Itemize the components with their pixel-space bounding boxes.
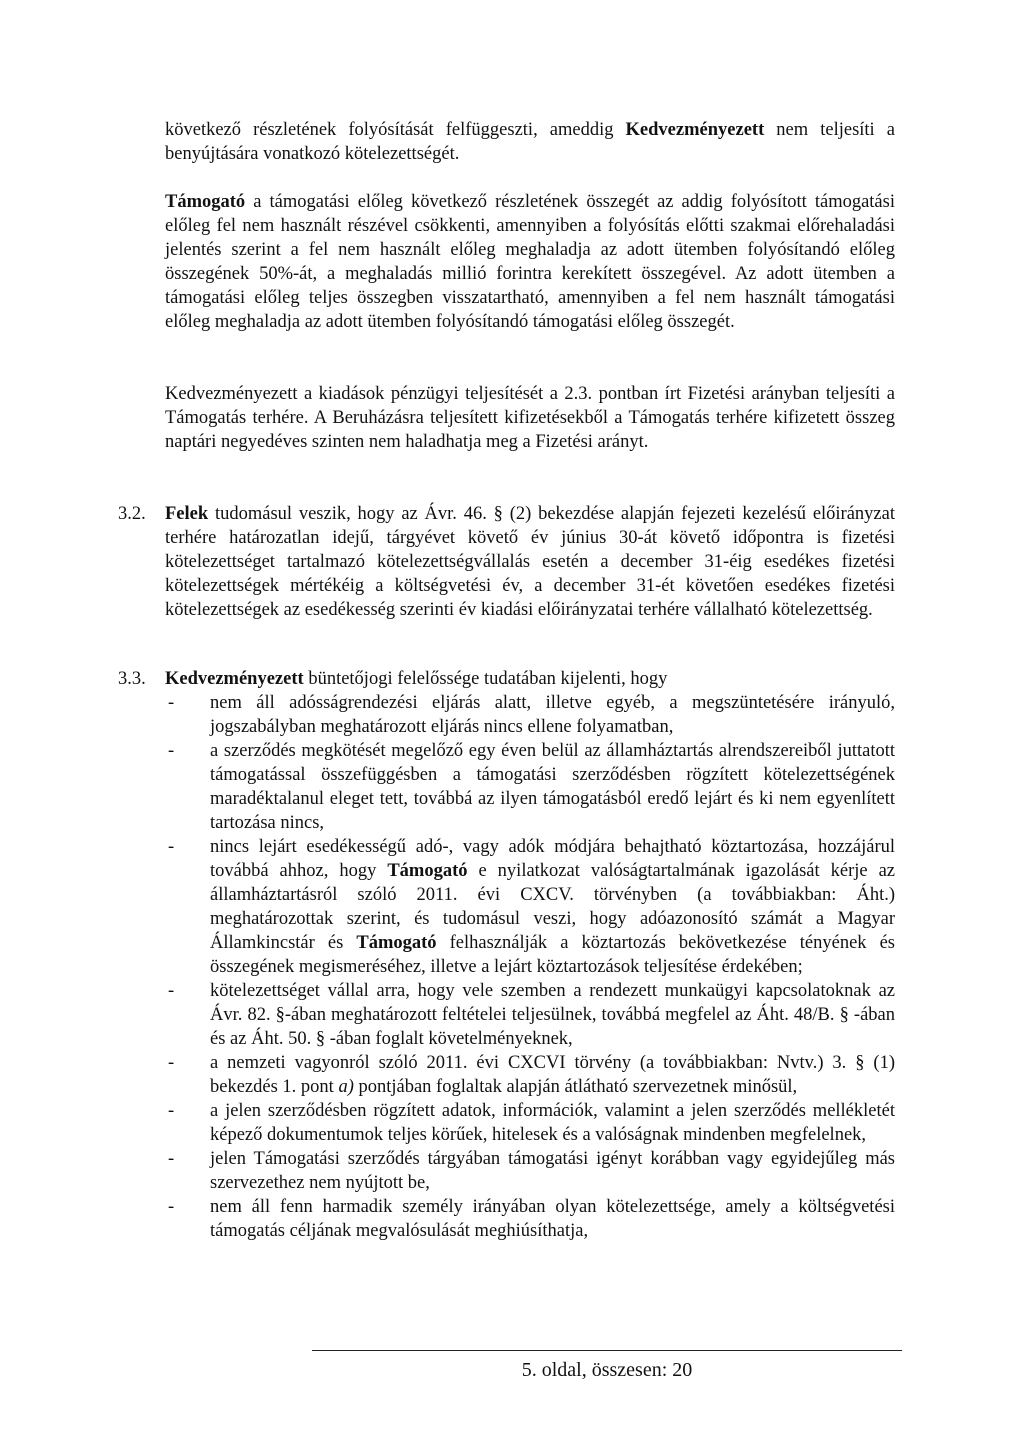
dash-bullet: -: [168, 1149, 175, 1169]
text: következő részletének folyósítását felfüggeszti, ameddig: [165, 120, 626, 140]
section-3-2-text: [165, 502, 895, 622]
bold-term: Támogató: [165, 192, 246, 212]
bold-term: Támogató: [356, 933, 437, 953]
dash-bullet: -: [168, 837, 175, 857]
paragraph-payment-ratio: [165, 382, 895, 454]
bold-term: Felek: [165, 504, 209, 524]
text: e nyilatkozat valóságtartalmának igazolását kérje az államháztartásról szóló 2011. évi CXCV. törvényben (a továbbiakban: Áht.) meghatározottak szerint, és tudomásul veszi, hogy adóazonosító számát a Magyar Államkincstár és: [210, 861, 895, 953]
text: kötelezettséget vállal arra, hogy vele szemben a rendezett munkaügyi kapcsolatoknak az Ávr. 82. §-ában meghatározott feltételei teljesülnek, továbbá megfelel az Áht. 48/B. § -ában és az Áht. 50. § -ában foglalt követelményeknek,: [210, 981, 895, 1049]
bold-term: Támogató: [387, 861, 468, 881]
text: a nemzeti vagyonról szóló 2011. évi CXCVI törvény (a továbbiakban: Nvtv.) 3. § (1) bekezdés 1. pont: [210, 1053, 895, 1097]
text: felhasználják a köztartozás bekövetkezése tényének és összegének megismeréséhez, illetve a lejárt köztartozások teljesítése érdekében;: [210, 933, 896, 977]
paragraph-advance-reduction: [165, 190, 895, 334]
dash-bullet: -: [168, 693, 175, 713]
footer-divider: [312, 1350, 902, 1351]
list-item: [165, 1195, 895, 1243]
text: a támogatási előleg következő részletének összegét az addig folyósított támogatási előleg fel nem használt részével csökkenti, amennyiben a folyósítás előtti szakmai előrehaladási jelentés szerint a fel nem használt előleg meghaladja az adott ütemben folyósítandó előleg összegének 50%-át, a meghaladás millió forintra kerekített összegével. Az adott ütemben a támogatási előleg teljes összegben visszatartható, amennyiben a fel nem használt támogatási előleg meghaladja az adott ütemben folyósítandó támogatási előleg összegét.: [165, 192, 895, 332]
text: jelen Támogatási szerződés tárgyában támogatási igényt korábban vagy egyidejűleg más szervezethez nem nyújtott be,: [210, 1149, 895, 1193]
dash-bullet: -: [168, 981, 175, 1001]
section-number-3-3: 3.3.: [118, 669, 146, 689]
text: a szerződés megkötését megelőző egy éven belül az államháztartás alrendszereiből juttatott támogatással összefüggésben a támogatási szerződésben rögzített kötelezettségének maradéktalanul eleget tett, továbbá az ilyen támogatásból eredő lejárt és ki nem egyenlített tartozása nincs,: [210, 741, 895, 833]
page-number-footer: 5. oldal, összesen: 20: [521, 1359, 693, 1381]
dash-bullet: -: [168, 741, 175, 761]
text: Kedvezményezett a kiadások pénzügyi teljesítését a 2.3. pontban írt Fizetési arányban teljesíti a Támogatás terhére. A Beruházásra teljesített kifizetésekből a Támogatás terhére kifizetett összeg naptári negyedéves szinten nem haladhatja meg a Fizetési arányt.: [165, 384, 895, 452]
list-item: [165, 835, 895, 979]
text: nem áll adósságrendezési eljárás alatt, illetve egyéb, a megszüntetésére irányuló, jogszabályban meghatározott eljárás nincs ellene folyamatban,: [210, 693, 895, 737]
dash-bullet: -: [168, 1101, 175, 1121]
section-3-3-intro: [165, 667, 895, 691]
list-item: [165, 1147, 895, 1195]
list-item: [165, 1099, 895, 1147]
dash-bullet: -: [168, 1197, 175, 1217]
text: nincs lejárt esedékességű adó-, vagy adók módjára behajtható köztartozása, hozzájárul továbbá ahhoz, hogy: [210, 837, 895, 881]
list-item: [165, 979, 895, 1051]
list-item: [165, 1051, 895, 1099]
italic-term: a): [338, 1077, 354, 1097]
text: nem áll fenn harmadik személy irányában olyan kötelezettsége, amely a költségvetési támogatás céljának megvalósulását meghiúsíthatja,: [210, 1197, 895, 1241]
paragraph-continuation: [165, 118, 895, 166]
section-number-3-2: 3.2.: [118, 504, 146, 524]
list-item: [165, 739, 895, 835]
bold-term: Kedvezményezett: [165, 669, 304, 689]
bold-term: Kedvezményezett: [625, 120, 765, 140]
dash-bullet: -: [168, 1053, 175, 1073]
text: a jelen szerződésben rögzített adatok, információk, valamint a jelen szerződés mellékletét képező dokumentumok teljes körűek, hitelesek és a valóságnak mindenben megfelelnek,: [210, 1101, 895, 1145]
text: nem teljesíti a benyújtására vonatkozó kötelezettségét.: [165, 120, 895, 164]
text: büntetőjogi felelőssége tudatában kijelenti, hogy: [303, 669, 668, 689]
list-item: [165, 691, 895, 739]
text: tudomásul veszik, hogy az Ávr. 46. § (2) bekezdése alapján fejezeti kezelésű előirányzat terhére határozatlan idejű, tárgyévet követő év június 30-át követő időpontra is fizetési kötelezettséget tartalmazó kötelezettségvállalás esetén a december 31-éig esedékes fizetési kötelezettségek mértékéig a költségvetési év, a december 31-ét követően esedékes fizetési kötelezettségek az esedékesség szerinti év kiadási előirányzatai terhére vállalható kötelezettség.: [165, 504, 895, 620]
text: pontjában foglaltak alapján átlátható szervezetnek minősül,: [353, 1077, 798, 1097]
declaration-list: [165, 691, 895, 1243]
